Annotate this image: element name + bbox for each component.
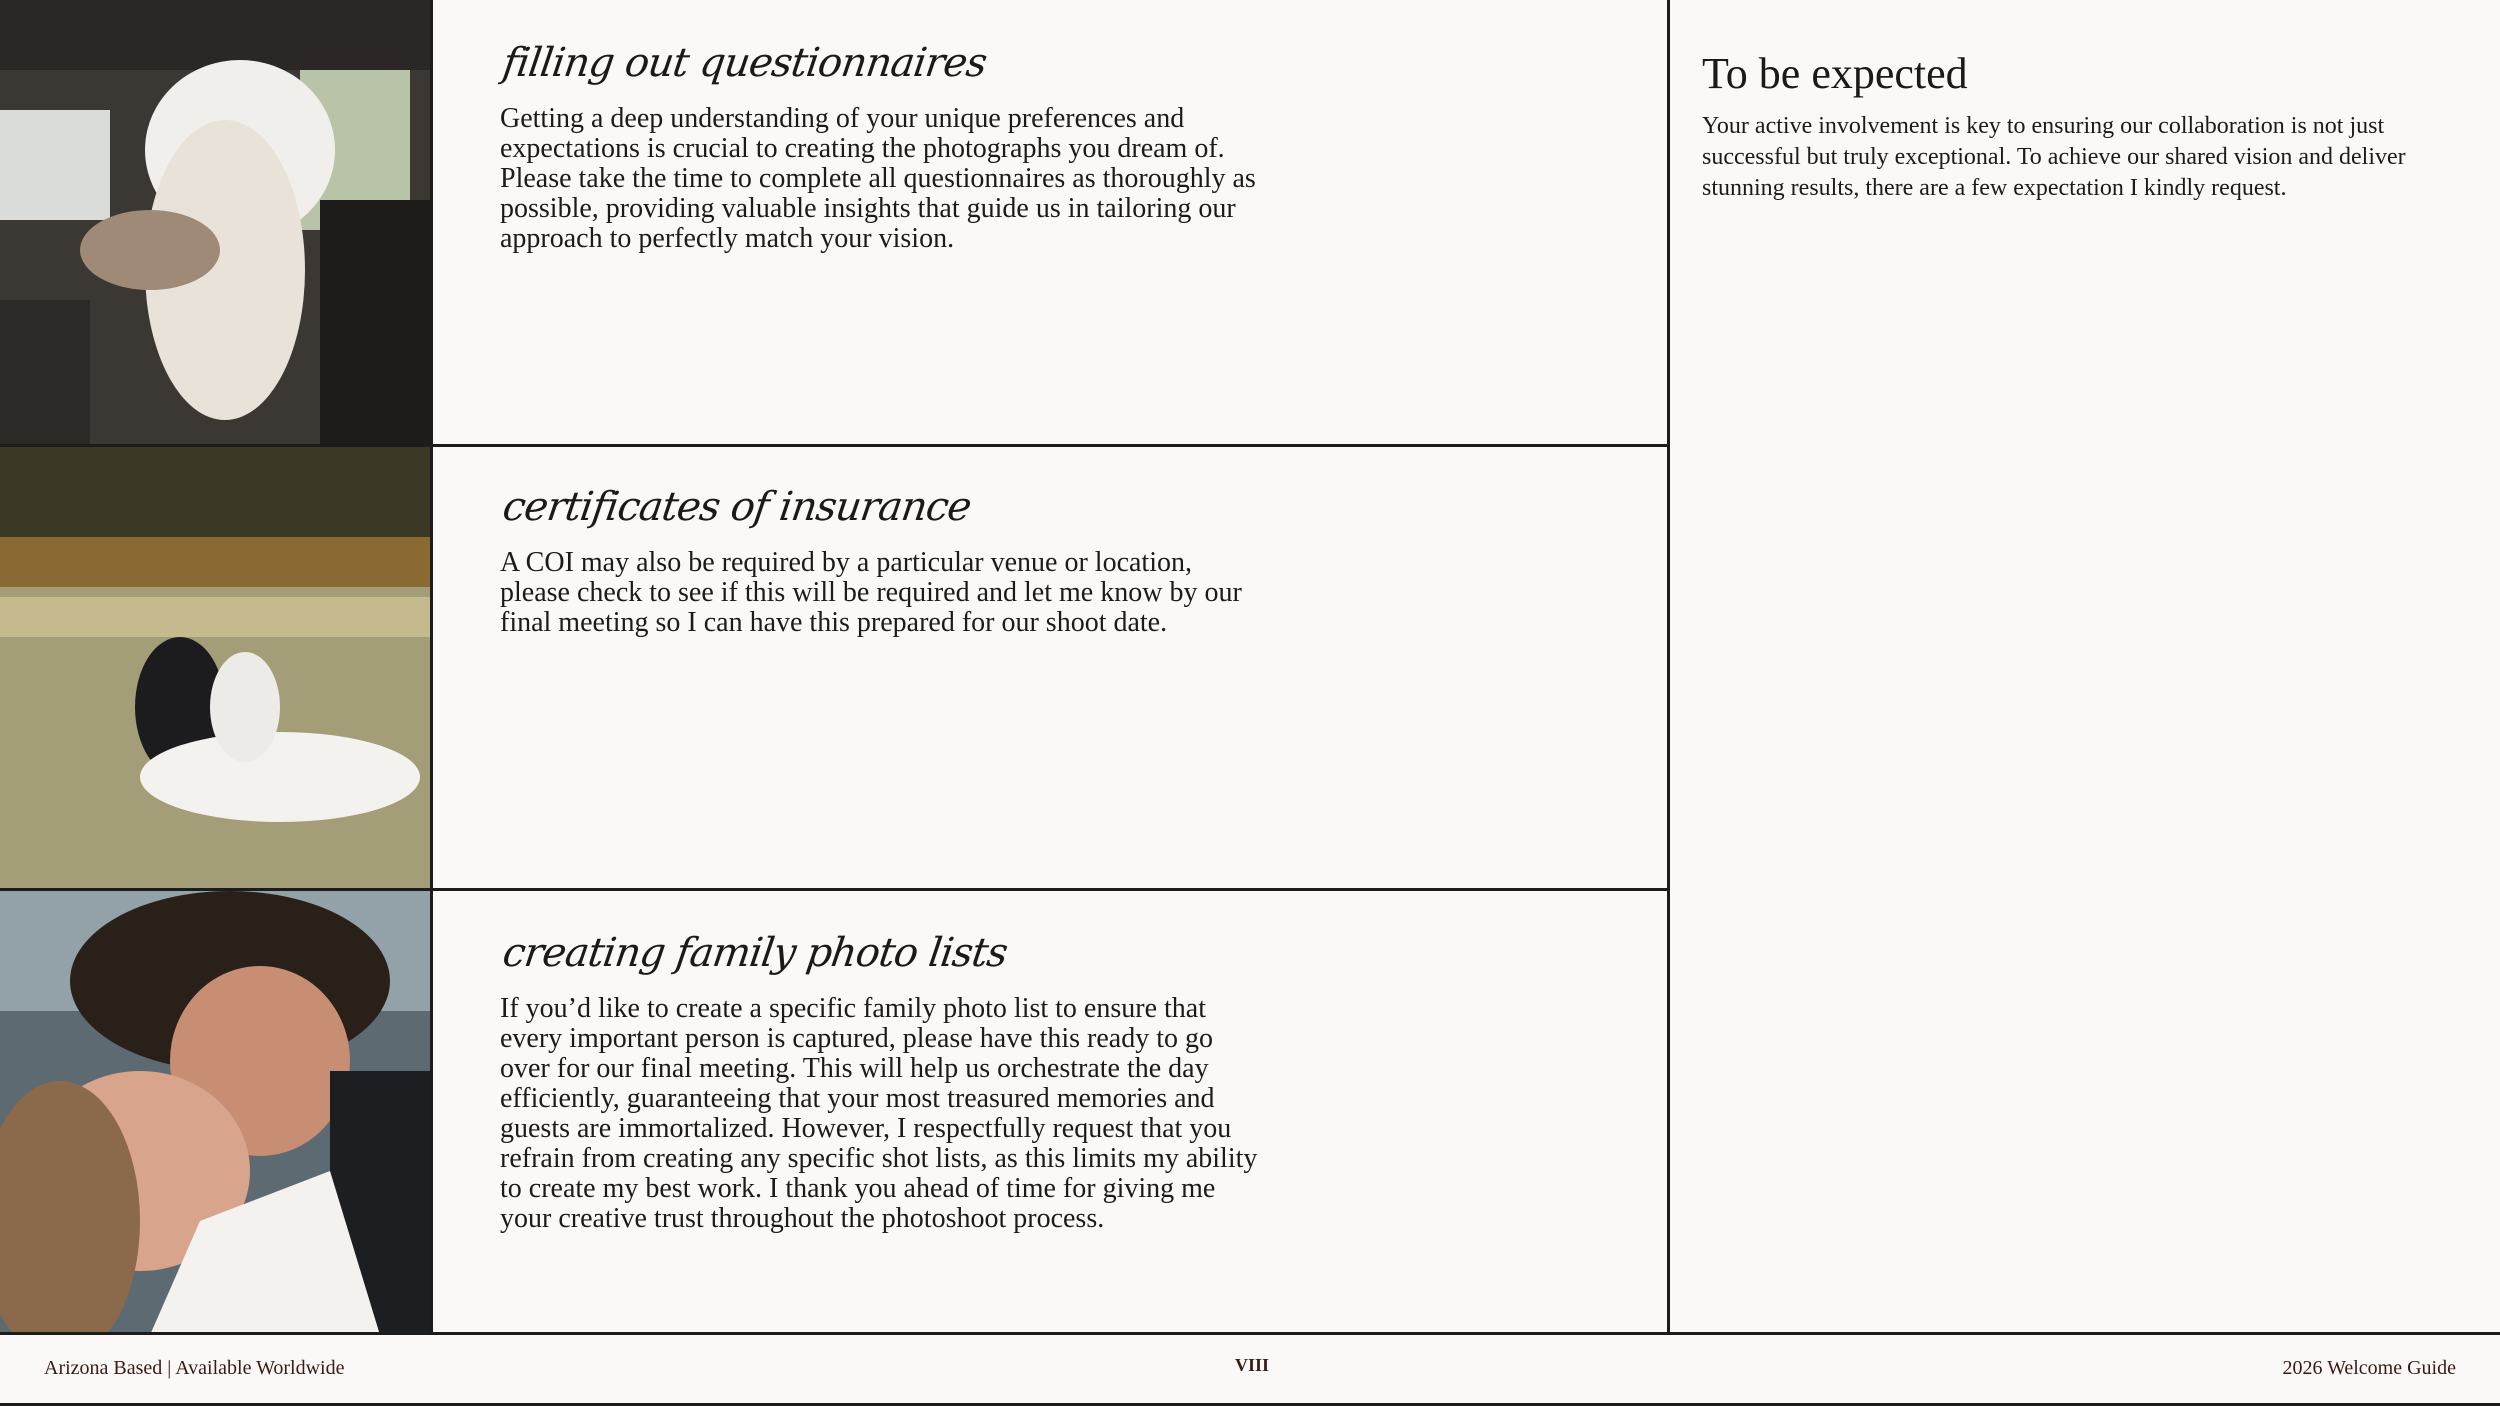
- section-heading: creating family photo lists: [500, 930, 1010, 976]
- photo-bride-in-car: [0, 0, 430, 444]
- section-heading: filling out questionnaires: [500, 40, 990, 86]
- footer-guide-title: 2026 Welcome Guide: [2282, 1357, 2456, 1379]
- section-heading: certificates of insurance: [500, 484, 974, 530]
- footer-location: Arizona Based | Available Worldwide: [44, 1357, 345, 1379]
- divider-photos: [430, 0, 433, 1335]
- section-insurance: [500, 484, 1260, 638]
- divider-row-2: [0, 888, 1670, 891]
- divider-aside: [1667, 0, 1670, 1335]
- section-family-lists: [500, 930, 1260, 1234]
- photo-couple-embrace: [0, 891, 430, 1335]
- aside-to-be-expected: [1702, 48, 2462, 204]
- section-body: A COI may also be required by a particular venue or location, please check to see if this will be required and let me know by our final meeting so I can have this prepared for our shoot date.: [500, 547, 1242, 638]
- section-body: If you’d like to create a specific family photo list to ensure that every important person is captured, please have this ready to go over for our final meeting. This will help us orchestrate the day efficiently, guaranteeing that your most treasured memories and guests are immortalized. However, I respectfully request that you refrain from creating any specific shot lists, as this limits my ability to create my best work. I thank you ahead of time for giving me your creative trust throughout the photoshoot process.: [500, 993, 1258, 1234]
- aside-body: Your active involvement is key to ensuring our collaboration is not just successful but truly exceptional. To achieve our shared vision and deliver stunning results, there are a few expectation I kindly request.: [1702, 113, 2406, 201]
- section-body: Getting a deep understanding of your unique preferences and expectations is crucial to creating the photographs you dream of. Please take the time to complete all questionnaires as thoroughly as possible, providing valuable insights that guide us in tailoring our approach to perfectly match your vision.: [500, 103, 1256, 254]
- footer: [0, 1335, 2500, 1403]
- section-questionnaires: [500, 40, 1260, 254]
- photo-couple-in-field: [0, 447, 430, 888]
- aside-title: To be expected: [1702, 49, 1968, 98]
- page-number: VIII: [1235, 1355, 1270, 1375]
- divider-row-1: [0, 444, 1670, 447]
